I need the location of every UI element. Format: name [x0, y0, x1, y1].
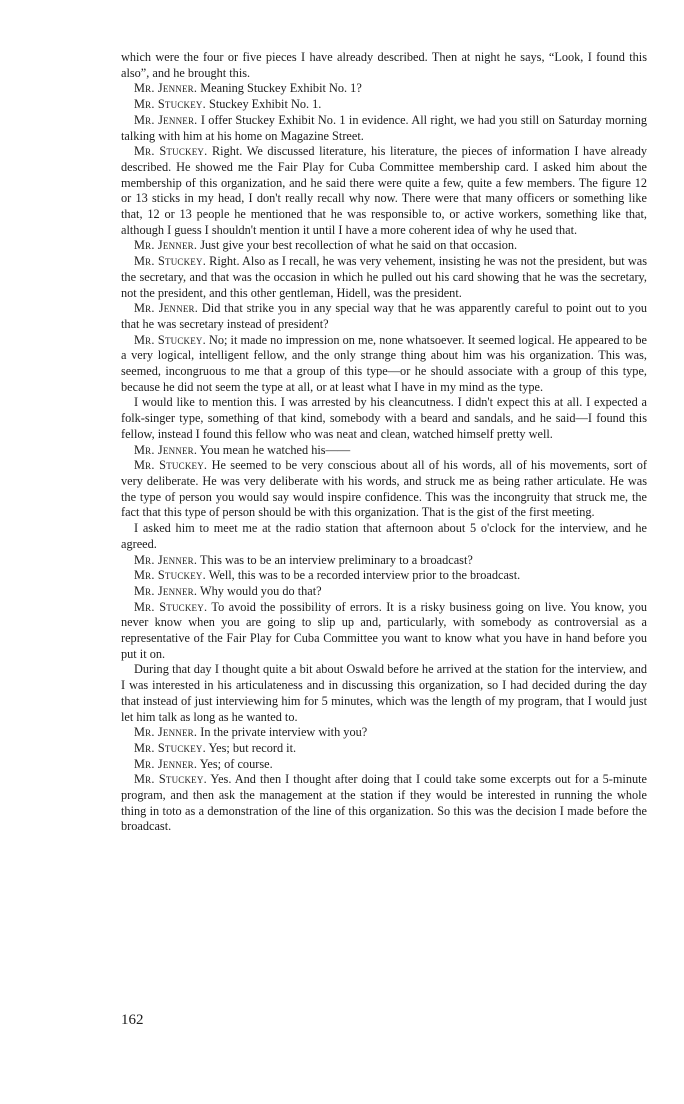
- transcript-paragraph: [121, 333, 647, 396]
- speaker-label: Mr. Jenner.: [134, 301, 198, 316]
- transcript-paragraph: [121, 553, 647, 569]
- speaker-label: Mr. Jenner.: [134, 442, 198, 457]
- paragraph-text: Well, this was to be a recorded interview prior to the broadcast.: [205, 568, 521, 583]
- speaker-label: Mr. Stuckey.: [134, 144, 208, 159]
- speaker-label: Mr. Stuckey.: [134, 568, 206, 583]
- speaker-label: Mr. Stuckey.: [134, 599, 208, 614]
- speaker-label: Mr. Stuckey.: [134, 332, 206, 347]
- paragraph-text: I would like to mention this. I was arrested by his cleancutness. I didn't expect this at all. I expected a folk-singer type, something of that kind, somebody with a beard and sandals, and he said—I found this fellow, instead I found this fellow who was neat and clean, watched himself pretty well.: [121, 395, 647, 441]
- transcript-paragraph: [121, 50, 647, 81]
- speaker-label: Mr. Jenner.: [134, 81, 198, 96]
- paragraph-text: which were the four or five pieces I have already described. Then at night he says, “Look, I found this also”, and he brought this.: [121, 50, 647, 80]
- paragraph-text: In the private interview with you?: [197, 725, 368, 740]
- paragraph-text: During that day I thought quite a bit about Oswald before he arrived at the station for the interview, and I was interested in his articulateness and in discussing this organization, so I had decided during the day that instead of just interviewing him for 5 minutes, which was the length of my program, that I would just let him talk as long as he wanted to.: [121, 662, 647, 724]
- transcript-paragraph: [121, 97, 647, 113]
- transcript-paragraph: [121, 458, 647, 521]
- transcript-paragraph: [121, 568, 647, 584]
- transcript-paragraph: [121, 584, 647, 600]
- page-number: 162: [121, 1012, 144, 1028]
- speaker-label: Mr. Stuckey.: [134, 97, 206, 112]
- transcript-paragraph: [121, 238, 647, 254]
- paragraph-text: This was to be an interview preliminary to a broadcast?: [197, 552, 473, 567]
- transcript-paragraph: [121, 662, 647, 725]
- transcript-paragraph: [121, 725, 647, 741]
- transcript-paragraph: [121, 81, 647, 97]
- transcript-paragraph: [121, 600, 647, 663]
- transcript-paragraph: [121, 254, 647, 301]
- speaker-label: Mr. Stuckey.: [134, 254, 206, 269]
- paragraph-text: Yes; of course.: [197, 756, 273, 771]
- transcript-page: [121, 50, 647, 835]
- transcript-paragraph: [121, 113, 647, 144]
- paragraph-text: Meaning Stuckey Exhibit No. 1?: [197, 81, 362, 96]
- speaker-label: Mr. Stuckey.: [134, 772, 207, 787]
- paragraph-text: No; it made no impression on me, none whatsoever. It seemed logical. He appeared to be a very logical, intelligent fellow, and the only strange thing about him was his organization. This was, seemed, incongruous to me that a group of this type—or he should associate with a group of this type, because he did not seem the type at all, or at least what I have in my mind as the type.: [121, 332, 647, 394]
- paragraph-text: Just give your best recollection of what he said on that occasion.: [197, 238, 518, 253]
- speaker-label: Mr. Stuckey.: [134, 458, 208, 473]
- transcript-paragraph: [121, 395, 647, 442]
- transcript-paragraph: [121, 443, 647, 459]
- paragraph-text: Why would you do that?: [197, 583, 322, 598]
- speaker-label: Mr. Jenner.: [134, 756, 198, 771]
- paragraph-text: Right. Also as I recall, he was very vehement, insisting he was not the president, but was the secretary, and that was the occasion in which he pulled out his card showing that he was the secretary, not the president, and this other gentleman, Hidell, was the president.: [121, 254, 647, 300]
- paragraph-text: I asked him to meet me at the radio station that afternoon about 5 o'clock for the interview, and he agreed.: [121, 521, 647, 551]
- speaker-label: Mr. Jenner.: [134, 583, 198, 598]
- paragraph-text: You mean he watched his——: [197, 442, 351, 457]
- speaker-label: Mr. Stuckey.: [134, 740, 206, 755]
- transcript-paragraph: [121, 301, 647, 332]
- paragraph-text: To avoid the possibility of errors. It is a risky business going on live. You know, you never know when you are going to slip up and, particularly, with somebody as controversial as a representative of the Fair Play for Cuba Committee you want to know what you have in hand before you put it on.: [121, 599, 647, 661]
- speaker-label: Mr. Jenner.: [134, 238, 198, 253]
- transcript-paragraph: [121, 144, 647, 238]
- speaker-label: Mr. Jenner.: [134, 725, 198, 740]
- transcript-paragraph: [121, 741, 647, 757]
- speaker-label: Mr. Jenner.: [134, 552, 198, 567]
- transcript-paragraph: [121, 521, 647, 552]
- paragraph-text: Yes; but record it.: [205, 740, 297, 755]
- paragraph-text: Right. We discussed literature, his literature, the pieces of information I have already described. He showed me the Fair Play for Cuba Committee membership card. I asked him about the membership of this organization, and he said there were quite a few, quite a few members. The figure 12 or 13 sticks in my head, I don't really recall why now. There were that many officers or something like that, 12 or 13 people he mentioned that he was responsible to, or active workers, something like that, although I guess I shouldn't mention it until I have a more coherent idea of why he used that.: [121, 144, 647, 237]
- speaker-label: Mr. Jenner.: [134, 112, 198, 127]
- paragraph-text: Stuckey Exhibit No. 1.: [205, 97, 322, 112]
- transcript-paragraph: [121, 757, 647, 773]
- paragraph-text: I offer Stuckey Exhibit No. 1 in evidence. All right, we had you still on Saturday morning talking with him at his home on Magazine Street.: [121, 112, 647, 143]
- transcript-paragraph: [121, 772, 647, 835]
- paragraph-text: Yes. And then I thought after doing that I could take some excerpts out for a 5-minute program, and then ask the management at the station if they would be interested in running the whole thing in toto as a demonstration of the line of this organization. So this was the decision I made before the broadcast.: [121, 772, 647, 834]
- paragraph-text: Did that strike you in any special way that he was apparently careful to point out to you that he was secretary instead of president?: [121, 301, 647, 331]
- paragraph-text: He seemed to be very conscious about all of his words, all of his movements, sort of very deliberate. He was very deliberate with his words, and struck me as being rather articulate. He was the type of person you would say would inspire confidence. This was the incongruity that struck me, the fact that this type of person should be with this organization. That is the gist of the first meeting.: [121, 458, 647, 520]
